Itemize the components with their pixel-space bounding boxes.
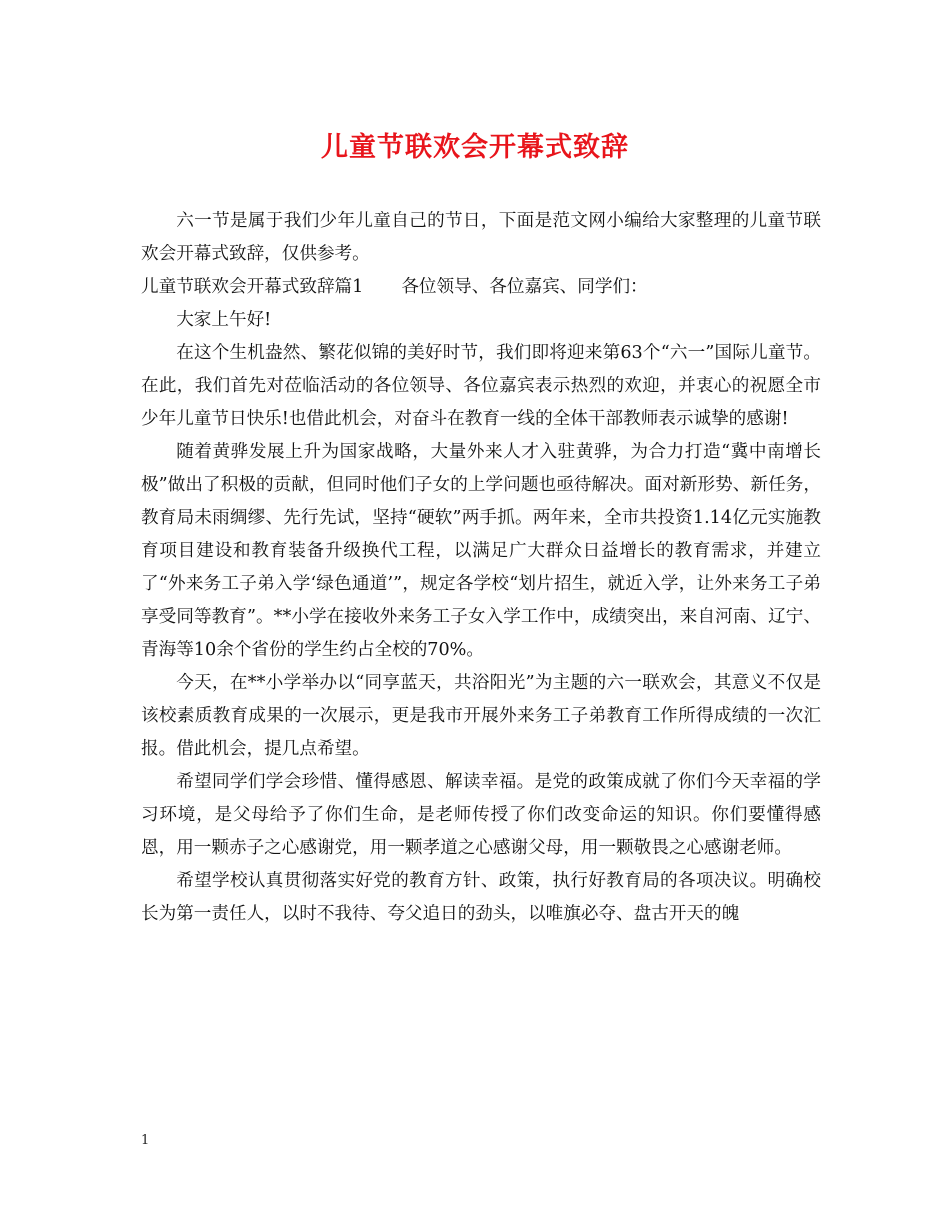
body-paragraph-1: 在这个生机盎然、繁花似锦的美好时节，我们即将迎来第63个“六一”国际儿童节。在此，我们首先对莅临活动的各位领导、各位嘉宾表示热烈的欢迎，并衷心的祝愿全市少年儿童节日快乐!也借此机会，对奋斗在教育一线的全体干部教师表示诚挚的感谢! — [141, 343, 821, 429]
body-paragraph-2: 随着黄骅发展上升为国家战略，大量外来人才入驻黄骅，为合力打造“冀中南增长极”做出了积极的贡献，但同时他们子女的上学问题也亟待解决。面对新形势、新任务，教育局未雨绸缪、先行先试，坚持“硬软”两手抓。两年来，全市共投资1.14亿元实施教育项目建设和教育装备升级换代工程，以满足广大群众日益增长的教育需求，并建立了“外来务工子弟入学‘绿色通道’”，规定各学校“划片招生，就近入学，让外来务工子弟享受同等教育”。**小学在接收外来务工子女入学工作中，成绩突出，来自河南、辽宁、青海等10余个省份的学生约占全校的70%。 — [141, 442, 821, 660]
body-paragraph-5: 希望学校认真贯彻落实好党的教育方针、政策，执行好教育局的各项决议。明确校长为第一责任人，以时不我待、夸父追日的劲头，以唯旗必夺、盘古开天的魄 — [141, 871, 821, 924]
section-heading: 儿童节联欢会开幕式致辞篇1 — [141, 277, 364, 297]
greeting: 大家上午好! — [176, 310, 272, 330]
salutation: 各位领导、各位嘉宾、同学们： — [401, 277, 648, 297]
document-title: 儿童节联欢会开幕式致辞 — [321, 132, 629, 163]
document-body — [141, 205, 821, 931]
section-heading-line — [141, 271, 821, 304]
body-paragraph-4: 希望同学们学会珍惜、懂得感恩、解读幸福。是党的政策成就了你们今天幸福的学习环境，是父母给予了你们生命，是老师传授了你们改变命运的知识。你们要懂得感恩，用一颗赤子之心感谢党，用一颗孝道之心感谢父母，用一颗敬畏之心感谢老师。 — [141, 772, 821, 858]
intro-paragraph: 六一节是属于我们少年儿童自己的节日，下面是范文网小编给大家整理的儿童节联欢会开幕式致辞，仅供参考。 — [141, 211, 821, 264]
body-paragraph-3: 今天，在**小学举办以“同享蓝天，共浴阳光”为主题的六一联欢会，其意义不仅是该校素质教育成果的一次展示，更是我市开展外来务工子弟教育工作所得成绩的一次汇报。借此机会，提几点希望。 — [141, 673, 821, 759]
page-number: 1 — [141, 1133, 150, 1148]
